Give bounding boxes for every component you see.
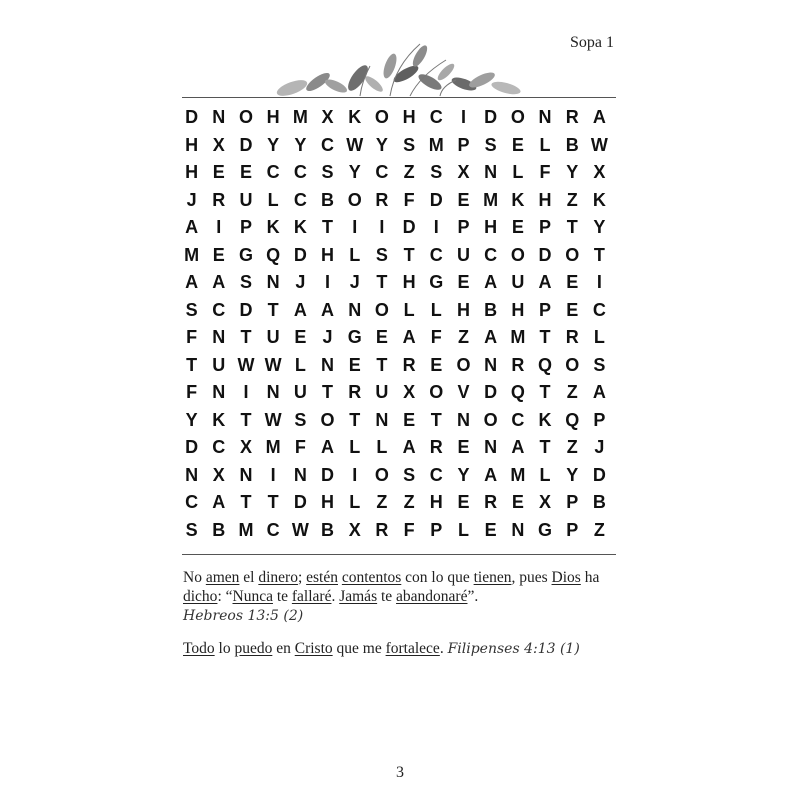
grid-cell: Z: [403, 492, 415, 513]
grid-cell: N: [293, 464, 307, 485]
grid-cell: I: [216, 217, 222, 238]
grid-cell: N: [266, 272, 280, 293]
grid-cell: N: [484, 437, 498, 458]
grid-cell: I: [270, 464, 276, 485]
grid-cell: X: [457, 162, 470, 183]
grid-cell: K: [592, 189, 606, 210]
grid-cell: N: [266, 382, 280, 403]
verse-text: el: [239, 569, 259, 586]
grid-cell: T: [322, 217, 334, 238]
grid-cell: C: [429, 464, 443, 485]
grid-cell: H: [321, 244, 335, 265]
grid-cell: L: [294, 354, 306, 375]
grid-cell: T: [566, 217, 578, 238]
grid-cell: N: [456, 409, 470, 430]
grid-cell: M: [265, 437, 281, 458]
verse-text: ;: [297, 569, 307, 586]
grid-cell: L: [512, 162, 524, 183]
grid-cell: Z: [593, 519, 605, 540]
top-divider: [182, 97, 616, 98]
grid-cell: E: [511, 492, 524, 513]
grid-cell: Z: [457, 327, 469, 348]
grid-cell: E: [457, 437, 470, 458]
word-search-grid: [178, 104, 613, 544]
grid-cell: O: [374, 299, 389, 320]
grid-cell: I: [352, 217, 358, 238]
grid-cell: D: [538, 244, 552, 265]
grid-cell: W: [264, 354, 282, 375]
grid-cell: L: [349, 437, 361, 458]
grid-cell: N: [375, 409, 389, 430]
grid-cell: S: [185, 519, 198, 540]
grid-cell: D: [429, 189, 443, 210]
grid-cell: P: [566, 492, 579, 513]
grid-cell: T: [267, 299, 279, 320]
grid-cell: C: [293, 162, 307, 183]
grid-cell: F: [403, 519, 415, 540]
grid-cell: Y: [566, 162, 579, 183]
grid-cell: H: [185, 162, 199, 183]
grid-cell: J: [349, 272, 360, 293]
grid-cell: O: [565, 354, 580, 375]
keyword: abandonaré: [396, 588, 468, 605]
grid-cell: L: [593, 327, 605, 348]
grid-cell: L: [349, 492, 361, 513]
grid-cell: P: [539, 299, 552, 320]
grid-cell: J: [594, 437, 605, 458]
grid-cell: S: [430, 162, 443, 183]
grid-cell: O: [347, 189, 362, 210]
grid-cell: R: [375, 519, 389, 540]
grid-cell: N: [348, 299, 362, 320]
grid-cell: C: [293, 189, 307, 210]
grid-cell: M: [483, 189, 499, 210]
grid-cell: P: [457, 217, 470, 238]
grid-cell: N: [538, 107, 552, 128]
grid-cell: D: [321, 464, 335, 485]
grid-cell: Y: [348, 162, 361, 183]
grid-cell: A: [592, 382, 606, 403]
grid-cell: Z: [566, 189, 578, 210]
grid-cell: E: [348, 354, 361, 375]
keyword: Todo: [183, 640, 215, 657]
grid-cell: T: [539, 437, 551, 458]
grid-cell: E: [239, 162, 252, 183]
grid-cell: W: [346, 134, 364, 155]
grid-cell: A: [402, 327, 416, 348]
grid-cell: F: [294, 437, 306, 458]
grid-cell: A: [402, 437, 416, 458]
grid-cell: S: [403, 134, 416, 155]
grid-cell: C: [592, 299, 606, 320]
grid-cell: E: [457, 189, 470, 210]
grid-cell: A: [212, 272, 226, 293]
grid-cell: L: [539, 464, 551, 485]
grid-cell: C: [212, 437, 226, 458]
grid-cell: L: [403, 299, 415, 320]
grid-cell: C: [429, 107, 443, 128]
grid-cell: N: [484, 354, 498, 375]
grid-cell: F: [186, 382, 198, 403]
grid-cell: S: [484, 134, 497, 155]
grid-cell: N: [212, 382, 226, 403]
verse-hebreos: [183, 568, 623, 626]
grid-cell: N: [212, 107, 226, 128]
grid-cell: S: [321, 162, 334, 183]
grid-cell: B: [212, 519, 226, 540]
grid-cell: C: [429, 244, 443, 265]
grid-cell: X: [539, 492, 552, 513]
grid-cell: A: [321, 437, 335, 458]
grid-cell: Y: [185, 409, 198, 430]
grid-cell: M: [238, 519, 254, 540]
grid-cell: A: [484, 272, 498, 293]
grid-cell: S: [239, 272, 252, 293]
grid-cell: U: [212, 354, 226, 375]
grid-cell: I: [352, 464, 358, 485]
grid-cell: T: [403, 244, 415, 265]
verse-text: .: [439, 640, 448, 657]
grid-cell: F: [539, 162, 551, 183]
verse-reference: Hebreos 13:5 (2): [183, 608, 304, 624]
grid-cell: K: [293, 217, 307, 238]
grid-cell: Q: [565, 409, 580, 430]
keyword: dicho: [183, 588, 218, 605]
grid-cell: W: [237, 354, 255, 375]
grid-cell: M: [184, 244, 200, 265]
grid-cell: A: [212, 492, 226, 513]
grid-cell: C: [185, 492, 199, 513]
grid-cell: E: [511, 217, 524, 238]
grid-cell: K: [212, 409, 226, 430]
grid-cell: S: [294, 409, 307, 430]
grid-cell: A: [511, 437, 525, 458]
grid-cell: F: [403, 189, 415, 210]
grid-cell: D: [293, 244, 307, 265]
grid-cell: E: [294, 327, 307, 348]
keyword: fallaré: [291, 588, 332, 605]
grid-cell: T: [539, 382, 551, 403]
grid-cell: Y: [294, 134, 307, 155]
grid-cell: R: [565, 107, 579, 128]
keyword: tienen: [473, 569, 512, 586]
grid-cell: S: [375, 244, 388, 265]
grid-cell: R: [212, 189, 226, 210]
grid-cell: C: [484, 244, 498, 265]
grid-cell: M: [510, 327, 526, 348]
grid-cell: P: [430, 519, 443, 540]
grid-cell: T: [240, 409, 252, 430]
grid-cell: B: [321, 519, 335, 540]
verse-filipenses: [183, 639, 623, 659]
grid-cell: B: [565, 134, 579, 155]
grid-cell: C: [266, 519, 280, 540]
grid-cell: P: [593, 409, 606, 430]
grid-cell: A: [293, 299, 307, 320]
grid-cell: Z: [376, 492, 388, 513]
grid-cell: T: [376, 354, 388, 375]
grid-cell: R: [348, 382, 362, 403]
grid-cell: H: [402, 272, 416, 293]
grid-cell: P: [457, 134, 470, 155]
keyword: Cristo: [294, 640, 333, 657]
grid-cell: O: [374, 464, 389, 485]
grid-cell: T: [349, 409, 361, 430]
verse-text: en: [272, 640, 295, 657]
grid-cell: T: [267, 492, 279, 513]
grid-cell: Y: [267, 134, 280, 155]
grid-cell: O: [483, 409, 498, 430]
grid-cell: B: [592, 492, 606, 513]
grid-cell: U: [293, 382, 307, 403]
verse-text: que me: [332, 640, 386, 657]
keyword: contentos: [341, 569, 402, 586]
grid-cell: C: [511, 409, 525, 430]
grid-cell: N: [212, 327, 226, 348]
verse-text: .: [331, 588, 340, 605]
grid-cell: K: [511, 189, 525, 210]
grid-cell: H: [456, 299, 470, 320]
grid-cell: L: [349, 244, 361, 265]
grid-cell: T: [593, 244, 605, 265]
grid-cell: E: [375, 327, 388, 348]
grid-cell: N: [239, 464, 253, 485]
verse-text: ”.: [467, 588, 479, 605]
grid-cell: E: [457, 492, 470, 513]
grid-cell: D: [239, 299, 253, 320]
grid-cell: E: [566, 299, 579, 320]
grid-cell: R: [565, 327, 579, 348]
grid-cell: X: [403, 382, 416, 403]
grid-cell: U: [456, 244, 470, 265]
grid-cell: D: [484, 107, 498, 128]
verse-text: : “: [217, 588, 233, 605]
grid-cell: X: [212, 464, 225, 485]
grid-cell: F: [430, 327, 442, 348]
grid-cell: O: [429, 382, 444, 403]
grid-cell: T: [539, 327, 551, 348]
grid-cell: O: [565, 244, 580, 265]
grid-cell: Y: [593, 217, 606, 238]
grid-cell: V: [457, 382, 470, 403]
keyword: dinero: [258, 569, 298, 586]
verse-text: ha: [580, 569, 600, 586]
grid-cell: H: [321, 492, 335, 513]
grid-cell: A: [185, 272, 199, 293]
grid-cell: T: [430, 409, 442, 430]
grid-cell: Q: [538, 354, 553, 375]
grid-cell: E: [430, 354, 443, 375]
grid-cell: A: [484, 327, 498, 348]
keyword: Jamás: [339, 588, 378, 605]
grid-cell: T: [240, 327, 252, 348]
grid-cell: I: [325, 272, 331, 293]
grid-cell: A: [484, 464, 498, 485]
grid-cell: T: [322, 382, 334, 403]
grid-cell: D: [592, 464, 606, 485]
verse-text: , pues: [511, 569, 552, 586]
grid-cell: N: [185, 464, 199, 485]
verse-text: te: [377, 588, 397, 605]
keyword: fortalece: [385, 640, 440, 657]
grid-cell: J: [322, 327, 333, 348]
grid-cell: E: [511, 134, 524, 155]
grid-cell: R: [484, 492, 498, 513]
grid-cell: O: [320, 409, 335, 430]
grid-cell: G: [238, 244, 253, 265]
grid-cell: R: [402, 354, 416, 375]
grid-cell: L: [267, 189, 279, 210]
grid-cell: N: [321, 354, 335, 375]
verse-text: lo: [214, 640, 235, 657]
grid-cell: E: [212, 244, 225, 265]
grid-cell: H: [511, 299, 525, 320]
grid-cell: A: [321, 299, 335, 320]
grid-cell: K: [266, 217, 280, 238]
grid-cell: X: [239, 437, 252, 458]
grid-cell: P: [239, 217, 252, 238]
grid-cell: P: [566, 519, 579, 540]
grid-cell: Z: [566, 382, 578, 403]
grid-cell: Z: [566, 437, 578, 458]
grid-cell: Z: [403, 162, 415, 183]
grid-cell: X: [593, 162, 606, 183]
grid-cell: W: [590, 134, 608, 155]
grid-cell: R: [375, 189, 389, 210]
keyword: amen: [205, 569, 240, 586]
grid-cell: E: [403, 409, 416, 430]
grid-cell: E: [566, 272, 579, 293]
grid-cell: H: [402, 107, 416, 128]
grid-cell: H: [185, 134, 199, 155]
foliage-icon: [270, 36, 530, 98]
grid-cell: U: [239, 189, 253, 210]
page-label: Sopa 1: [570, 34, 614, 51]
grid-cell: O: [510, 107, 525, 128]
bottom-divider: [182, 554, 616, 555]
grid-cell: I: [433, 217, 439, 238]
grid-cell: Q: [266, 244, 281, 265]
grid-cell: I: [460, 107, 466, 128]
grid-cell: B: [321, 189, 335, 210]
grid-cell: O: [238, 107, 253, 128]
grid-cell: G: [538, 519, 553, 540]
grid-cell: I: [243, 382, 249, 403]
grid-cell: D: [185, 437, 199, 458]
grid-cell: N: [484, 162, 498, 183]
grid-cell: X: [321, 107, 334, 128]
grid-cell: R: [511, 354, 525, 375]
grid-cell: L: [376, 437, 388, 458]
grid-cell: N: [511, 519, 525, 540]
verse-text: con lo que: [401, 569, 474, 586]
page-number: 3: [396, 764, 404, 781]
grid-cell: O: [374, 107, 389, 128]
grid-cell: Q: [510, 382, 525, 403]
verse-text: te: [272, 588, 292, 605]
grid-cell: M: [292, 107, 308, 128]
keyword: puedo: [234, 640, 273, 657]
grid-cell: S: [593, 354, 606, 375]
grid-cell: K: [538, 409, 552, 430]
verse-reference: Filipenses 4:13 (1): [447, 641, 580, 657]
grid-cell: G: [429, 272, 444, 293]
grid-cell: C: [212, 299, 226, 320]
keyword: estén: [306, 569, 338, 586]
grid-cell: T: [186, 354, 198, 375]
grid-cell: L: [457, 519, 469, 540]
grid-cell: G: [347, 327, 362, 348]
verse-text: No: [183, 569, 206, 586]
grid-cell: C: [375, 162, 389, 183]
grid-cell: X: [212, 134, 225, 155]
grid-cell: K: [348, 107, 362, 128]
grid-cell: E: [212, 162, 225, 183]
grid-cell: S: [403, 464, 416, 485]
grid-cell: X: [348, 519, 361, 540]
grid-cell: D: [402, 217, 416, 238]
grid-cell: H: [538, 189, 552, 210]
grid-cell: E: [457, 272, 470, 293]
grid-cell: R: [429, 437, 443, 458]
grid-cell: I: [379, 217, 385, 238]
grid-cell: A: [592, 107, 606, 128]
grid-cell: L: [539, 134, 551, 155]
grid-cell: S: [185, 299, 198, 320]
grid-cell: E: [484, 519, 497, 540]
grid-cell: Y: [375, 134, 388, 155]
grid-cell: H: [266, 107, 280, 128]
grid-cell: W: [291, 519, 309, 540]
grid-cell: F: [186, 327, 198, 348]
grid-cell: O: [510, 244, 525, 265]
grid-cell: M: [428, 134, 444, 155]
grid-cell: D: [293, 492, 307, 513]
keyword: Nunca: [232, 588, 273, 605]
keyword: Dios: [551, 569, 581, 586]
grid-cell: U: [511, 272, 525, 293]
grid-cell: Y: [457, 464, 470, 485]
grid-cell: I: [596, 272, 602, 293]
grid-cell: U: [266, 327, 280, 348]
grid-cell: P: [539, 217, 552, 238]
grid-cell: U: [375, 382, 389, 403]
grid-cell: J: [295, 272, 306, 293]
grid-cell: Y: [566, 464, 579, 485]
grid-cell: T: [376, 272, 388, 293]
grid-cell: L: [430, 299, 442, 320]
grid-cell: O: [456, 354, 471, 375]
grid-cell: H: [484, 217, 498, 238]
grid-cell: D: [185, 107, 199, 128]
grid-cell: B: [484, 299, 498, 320]
grid-cell: A: [185, 217, 199, 238]
grid-cell: W: [264, 409, 282, 430]
grid-cell: D: [484, 382, 498, 403]
grid-cell: T: [240, 492, 252, 513]
grid-cell: H: [429, 492, 443, 513]
grid-cell: D: [239, 134, 253, 155]
grid-cell: C: [321, 134, 335, 155]
grid-cell: M: [510, 464, 526, 485]
grid-cell: C: [266, 162, 280, 183]
grid-cell: A: [538, 272, 552, 293]
grid-cell: J: [186, 189, 197, 210]
